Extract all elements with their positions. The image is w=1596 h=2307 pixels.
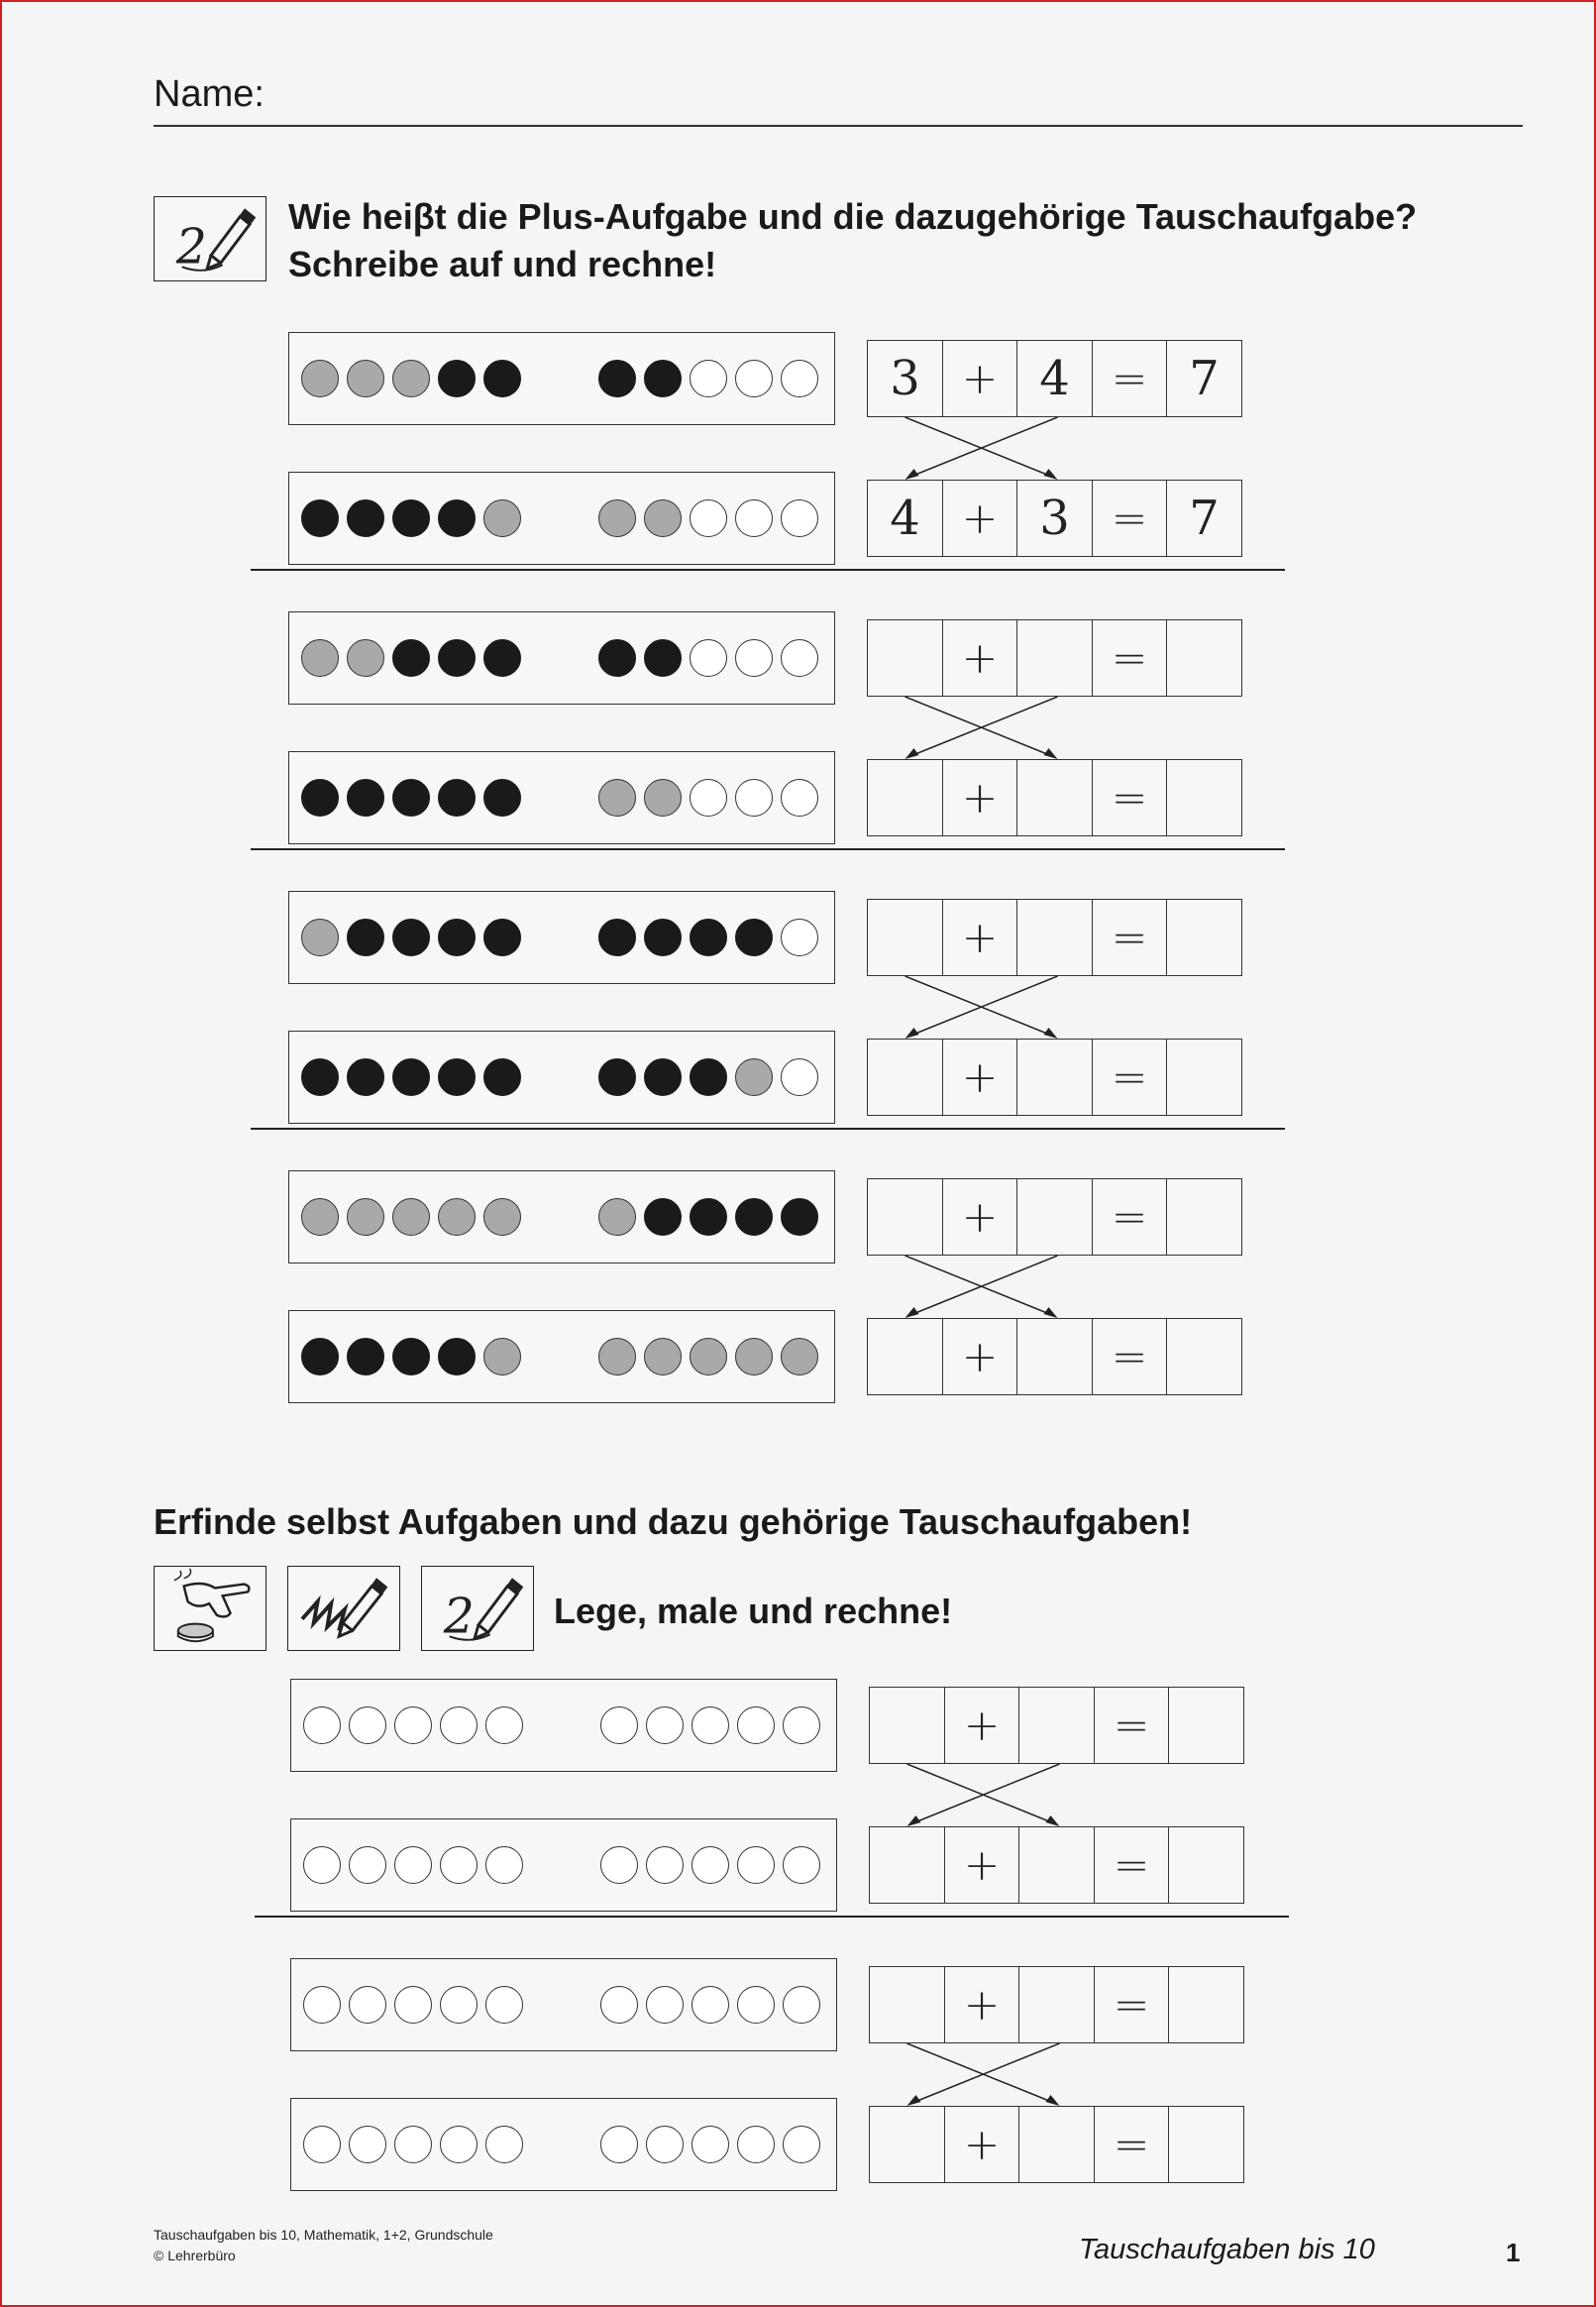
grey-counter-dot xyxy=(598,1338,636,1375)
white-counter-dot xyxy=(692,1986,729,2024)
equation-row xyxy=(867,899,1241,976)
addend-1-box[interactable]: 3 xyxy=(867,340,943,417)
equation-row xyxy=(869,1966,1243,2043)
white-counter-dot xyxy=(781,360,818,397)
black-counter-dot xyxy=(347,1338,384,1375)
grey-counter-dot xyxy=(301,639,339,677)
counter-row-box xyxy=(290,1958,837,2051)
swap-arrows-icon xyxy=(867,417,1096,480)
white-counter-dot xyxy=(646,1706,684,1744)
counter-row-box xyxy=(288,1170,835,1263)
equals-sign-box: = xyxy=(1092,899,1168,976)
group-separator-line xyxy=(251,569,1285,571)
result-box[interactable] xyxy=(1168,1687,1244,1764)
black-counter-dot xyxy=(347,1058,384,1096)
black-counter-dot xyxy=(483,779,521,817)
white-counter-dot xyxy=(735,779,773,817)
black-counter-dot xyxy=(644,1058,682,1096)
grey-counter-dot xyxy=(735,1338,773,1375)
grey-counter-dot xyxy=(598,499,636,537)
white-counter-dot xyxy=(600,2126,638,2163)
black-counter-dot xyxy=(644,1198,682,1236)
black-counter-dot xyxy=(598,639,636,677)
white-counter-dot xyxy=(349,1706,386,1744)
grey-counter-dot xyxy=(781,1338,818,1375)
black-counter-dot xyxy=(301,1338,339,1375)
swap-arrows-icon xyxy=(867,697,1096,759)
grey-counter-dot xyxy=(598,1198,636,1236)
white-counter-dot xyxy=(690,639,727,677)
black-counter-dot xyxy=(392,1338,430,1375)
counter-row-box xyxy=(288,891,835,984)
plus-sign-box: + xyxy=(942,340,1018,417)
task1-instruction xyxy=(288,193,1417,288)
addend-2-box[interactable] xyxy=(1016,619,1093,697)
grey-counter-dot xyxy=(301,919,339,956)
white-counter-dot xyxy=(781,1058,818,1096)
black-counter-dot xyxy=(644,360,682,397)
counter-row-box xyxy=(290,1818,837,1912)
result-box[interactable] xyxy=(1168,1826,1244,1904)
white-counter-dot xyxy=(646,1846,684,1884)
addend-2-box[interactable] xyxy=(1018,1687,1095,1764)
equals-sign-box: = xyxy=(1094,2106,1170,2183)
addend-2-box[interactable] xyxy=(1018,2106,1095,2183)
addend-1-box[interactable] xyxy=(867,1039,943,1116)
black-counter-dot xyxy=(438,499,476,537)
black-counter-dot xyxy=(347,779,384,817)
white-counter-dot xyxy=(440,1706,478,1744)
result-box[interactable] xyxy=(1166,1318,1242,1395)
task1-instruction-line2: Schreibe auf und rechne! xyxy=(288,244,717,284)
task1-instruction-line1: Wie heiβt die Plus-Aufgabe und die dazugehörige Tauschaufgabe? xyxy=(288,196,1418,237)
black-counter-dot xyxy=(392,779,430,817)
white-counter-dot xyxy=(440,2126,478,2163)
black-counter-dot xyxy=(438,1058,476,1096)
black-counter-dot xyxy=(438,360,476,397)
pencil-writing-2-icon xyxy=(154,196,266,281)
pencil-writing-2-icon xyxy=(421,1566,534,1651)
result-box[interactable] xyxy=(1168,2106,1244,2183)
white-counter-dot xyxy=(692,2126,729,2163)
black-counter-dot xyxy=(598,919,636,956)
counter-row-box xyxy=(288,1310,835,1403)
grey-counter-dot xyxy=(644,1338,682,1375)
addend-1-box[interactable] xyxy=(869,2106,945,2183)
white-counter-dot xyxy=(600,1846,638,1884)
counter-row-box xyxy=(288,472,835,565)
equals-sign-box: = xyxy=(1092,1318,1168,1395)
grey-counter-dot xyxy=(347,639,384,677)
white-counter-dot xyxy=(349,1986,386,2024)
white-counter-dot xyxy=(394,1846,432,1884)
addend-1-box[interactable]: 4 xyxy=(867,480,943,557)
name-label: Name: xyxy=(154,73,265,115)
footer-credits-line2: © Lehrerbüro xyxy=(154,2248,236,2263)
addend-2-box[interactable] xyxy=(1018,1966,1095,2043)
grey-counter-dot xyxy=(644,779,682,817)
black-counter-dot xyxy=(735,1198,773,1236)
plus-sign-box: + xyxy=(942,619,1018,697)
black-counter-dot xyxy=(392,919,430,956)
black-counter-dot xyxy=(644,639,682,677)
addend-2-box[interactable] xyxy=(1016,1178,1093,1256)
black-counter-dot xyxy=(301,779,339,817)
white-counter-dot xyxy=(737,1706,775,1744)
group-separator-line xyxy=(251,848,1285,850)
white-counter-dot xyxy=(781,639,818,677)
white-counter-dot xyxy=(440,1986,478,2024)
black-counter-dot xyxy=(781,1198,818,1236)
result-box[interactable] xyxy=(1166,899,1242,976)
equals-sign-box: = xyxy=(1092,340,1168,417)
black-counter-dot xyxy=(690,919,727,956)
result-box[interactable] xyxy=(1166,759,1242,836)
white-counter-dot xyxy=(485,1846,523,1884)
black-counter-dot xyxy=(483,360,521,397)
footer-credits xyxy=(154,2225,493,2266)
addend-2-box[interactable] xyxy=(1016,1318,1093,1395)
white-counter-dot xyxy=(349,1846,386,1884)
equation-row xyxy=(867,1039,1241,1116)
black-counter-dot xyxy=(438,1338,476,1375)
result-box[interactable] xyxy=(1166,1178,1242,1256)
white-counter-dot xyxy=(737,1846,775,1884)
white-counter-dot xyxy=(781,919,818,956)
grey-counter-dot xyxy=(690,1338,727,1375)
counter-row-box xyxy=(290,1679,837,1772)
equals-sign-box: = xyxy=(1092,619,1168,697)
footer-title: Tauschaufgaben bis 10 xyxy=(1079,2234,1375,2265)
grey-counter-dot xyxy=(392,360,430,397)
addend-2-box[interactable] xyxy=(1016,1039,1093,1116)
pencil-coloring-icon xyxy=(287,1566,400,1651)
addend-1-box[interactable] xyxy=(867,899,943,976)
black-counter-dot xyxy=(690,1198,727,1236)
grey-counter-dot xyxy=(483,1198,521,1236)
white-counter-dot xyxy=(690,360,727,397)
addend-1-box[interactable] xyxy=(869,1826,945,1904)
equation-row xyxy=(867,619,1241,697)
result-box[interactable] xyxy=(1166,619,1242,697)
black-counter-dot xyxy=(347,499,384,537)
result-box[interactable] xyxy=(1168,1966,1244,2043)
white-counter-dot xyxy=(692,1706,729,1744)
addend-1-box[interactable] xyxy=(867,1178,943,1256)
equation-row xyxy=(867,1178,1241,1256)
svg-text:2: 2 xyxy=(175,218,207,275)
white-counter-dot xyxy=(737,1986,775,2024)
equation-row xyxy=(867,1318,1241,1395)
plus-sign-box: + xyxy=(942,1039,1018,1116)
counter-row-box xyxy=(288,751,835,844)
white-counter-dot xyxy=(600,1706,638,1744)
black-counter-dot xyxy=(483,919,521,956)
plus-sign-box: + xyxy=(944,1966,1020,2043)
addend-1-box[interactable] xyxy=(867,759,943,836)
equation-row xyxy=(869,1826,1243,1904)
hand-placing-counter-icon xyxy=(154,1566,266,1651)
equation-row xyxy=(867,340,1241,417)
plus-sign-box: + xyxy=(944,2106,1020,2183)
black-counter-dot xyxy=(644,919,682,956)
swap-arrows-icon xyxy=(867,1256,1096,1318)
black-counter-dot xyxy=(301,499,339,537)
addend-2-box[interactable] xyxy=(1016,759,1093,836)
swap-arrows-icon xyxy=(869,2043,1098,2106)
page-number: 1 xyxy=(1506,2238,1521,2267)
equals-sign-box: = xyxy=(1094,1687,1170,1764)
footer-credits-line1: Tauschaufgaben bis 10, Mathematik, 1+2, Grundschule xyxy=(154,2227,493,2243)
plus-sign-box: + xyxy=(942,1318,1018,1395)
group-separator-line xyxy=(251,1128,1285,1130)
grey-counter-dot xyxy=(438,1198,476,1236)
white-counter-dot xyxy=(485,1986,523,2024)
equation-row xyxy=(869,2106,1243,2183)
equation-row xyxy=(867,759,1241,836)
equation-row xyxy=(867,480,1241,557)
white-counter-dot xyxy=(394,1986,432,2024)
addend-1-box[interactable] xyxy=(867,619,943,697)
equals-sign-box: = xyxy=(1092,759,1168,836)
addend-1-box[interactable] xyxy=(869,1687,945,1764)
result-box[interactable] xyxy=(1166,1039,1242,1116)
counter-row-box xyxy=(288,611,835,705)
plus-sign-box: + xyxy=(942,1178,1018,1256)
black-counter-dot xyxy=(438,919,476,956)
white-counter-dot xyxy=(394,1706,432,1744)
white-counter-dot xyxy=(394,2126,432,2163)
grey-counter-dot xyxy=(301,360,339,397)
svg-text:2: 2 xyxy=(443,1588,475,1645)
black-counter-dot xyxy=(347,919,384,956)
black-counter-dot xyxy=(483,639,521,677)
white-counter-dot xyxy=(781,499,818,537)
swap-arrows-icon xyxy=(867,976,1096,1039)
grey-counter-dot xyxy=(644,499,682,537)
white-counter-dot xyxy=(735,499,773,537)
white-counter-dot xyxy=(646,1986,684,2024)
result-box[interactable]: 7 xyxy=(1166,480,1242,557)
result-box[interactable]: 7 xyxy=(1166,340,1242,417)
addend-1-box[interactable] xyxy=(867,1318,943,1395)
white-counter-dot xyxy=(781,779,818,817)
grey-counter-dot xyxy=(735,1058,773,1096)
black-counter-dot xyxy=(598,360,636,397)
white-counter-dot xyxy=(783,1846,820,1884)
white-counter-dot xyxy=(303,1846,341,1884)
grey-counter-dot xyxy=(598,779,636,817)
white-counter-dot xyxy=(485,2126,523,2163)
grey-counter-dot xyxy=(392,1198,430,1236)
black-counter-dot xyxy=(483,1058,521,1096)
task2-heading: Erfinde selbst Aufgaben und dazu gehörige Tauschaufgaben! xyxy=(154,1501,1193,1542)
equals-sign-box: = xyxy=(1094,1966,1170,2043)
group-separator-line xyxy=(255,1916,1289,1918)
equals-sign-box: = xyxy=(1094,1826,1170,1904)
grey-counter-dot xyxy=(347,1198,384,1236)
addend-2-box[interactable]: 4 xyxy=(1016,340,1093,417)
task2-instruction: Lege, male und rechne! xyxy=(554,1591,953,1631)
equals-sign-box: = xyxy=(1092,1039,1168,1116)
addend-2-box[interactable]: 3 xyxy=(1016,480,1093,557)
white-counter-dot xyxy=(646,2126,684,2163)
swap-arrows-icon xyxy=(869,1764,1098,1826)
white-counter-dot xyxy=(783,2126,820,2163)
equals-sign-box: = xyxy=(1092,480,1168,557)
black-counter-dot xyxy=(438,639,476,677)
white-counter-dot xyxy=(692,1846,729,1884)
counter-row-box xyxy=(288,1031,835,1124)
addend-2-box[interactable] xyxy=(1018,1826,1095,1904)
white-counter-dot xyxy=(737,2126,775,2163)
white-counter-dot xyxy=(735,360,773,397)
white-counter-dot xyxy=(440,1846,478,1884)
white-counter-dot xyxy=(600,1986,638,2024)
white-counter-dot xyxy=(690,779,727,817)
plus-sign-box: + xyxy=(942,899,1018,976)
addend-2-box[interactable] xyxy=(1016,899,1093,976)
black-counter-dot xyxy=(598,1058,636,1096)
plus-sign-box: + xyxy=(942,759,1018,836)
equals-sign-box: = xyxy=(1092,1178,1168,1256)
black-counter-dot xyxy=(301,1058,339,1096)
white-counter-dot xyxy=(303,1986,341,2024)
plus-sign-box: + xyxy=(942,480,1018,557)
white-counter-dot xyxy=(690,499,727,537)
white-counter-dot xyxy=(735,639,773,677)
equation-row xyxy=(869,1687,1243,1764)
black-counter-dot xyxy=(438,779,476,817)
grey-counter-dot xyxy=(347,360,384,397)
counter-row-box xyxy=(288,332,835,425)
name-write-line xyxy=(154,125,1523,127)
black-counter-dot xyxy=(735,919,773,956)
white-counter-dot xyxy=(783,1706,820,1744)
addend-1-box[interactable] xyxy=(869,1966,945,2043)
white-counter-dot xyxy=(349,2126,386,2163)
white-counter-dot xyxy=(485,1706,523,1744)
grey-counter-dot xyxy=(483,1338,521,1375)
black-counter-dot xyxy=(690,1058,727,1096)
black-counter-dot xyxy=(392,499,430,537)
white-counter-dot xyxy=(783,1986,820,2024)
grey-counter-dot xyxy=(301,1198,339,1236)
black-counter-dot xyxy=(392,639,430,677)
plus-sign-box: + xyxy=(944,1826,1020,1904)
white-counter-dot xyxy=(303,1706,341,1744)
black-counter-dot xyxy=(392,1058,430,1096)
grey-counter-dot xyxy=(483,499,521,537)
white-counter-dot xyxy=(303,2126,341,2163)
plus-sign-box: + xyxy=(944,1687,1020,1764)
counter-row-box xyxy=(290,2098,837,2191)
